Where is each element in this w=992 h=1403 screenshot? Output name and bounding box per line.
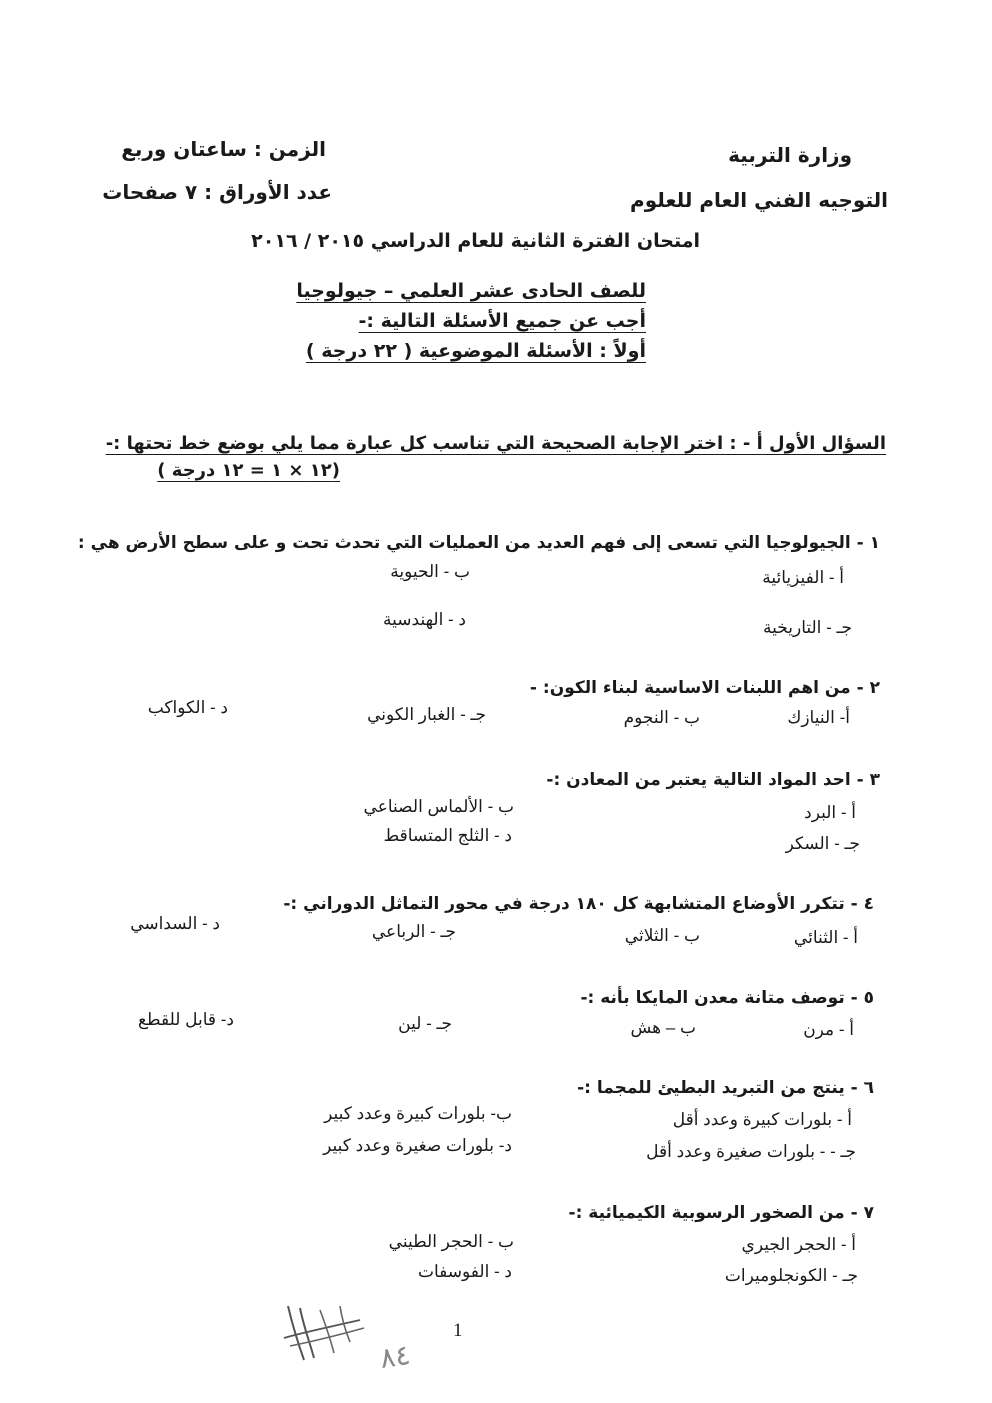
option-a[interactable]: أ - الثنائي xyxy=(793,928,858,947)
question-heading: السؤال الأول أ - : اختر الإجابة الصحيحة التي تناسب كل عبارة مما يلي بوضع خط تحتها :- xyxy=(105,433,886,454)
option-b[interactable]: ب – هش xyxy=(630,1018,696,1037)
option-d[interactable]: د- قابل للقطع xyxy=(138,1010,234,1029)
question-stem: ١ - الجيولوجيا التي تسعى إلى فهم العديد من العمليات التي تحدث تحت و على سطح الأرض هي : xyxy=(77,533,880,553)
option-c[interactable]: جـ - الغبار الكوني xyxy=(367,705,486,724)
option-b[interactable]: ب - الحيوية xyxy=(390,562,470,581)
question-stem: ٢ - من اهم اللبنات الاساسية لبناء الكون: - xyxy=(529,678,880,698)
option-b[interactable]: ب - الثلاثي xyxy=(624,926,700,945)
option-b[interactable]: ب- بلورات كبيرة وعدد كبير xyxy=(324,1104,512,1123)
option-a[interactable]: أ - الفيزيائية xyxy=(762,568,844,587)
exam-duration: الزمن : ساعتان وربع xyxy=(121,137,326,161)
option-a[interactable]: أ - الحجر الجيري xyxy=(741,1235,856,1254)
option-d[interactable]: د - الثلج المتساقط xyxy=(383,826,512,845)
option-d[interactable]: د - الهندسية xyxy=(383,610,466,629)
option-c[interactable]: جـ - لين xyxy=(398,1014,452,1033)
option-d[interactable]: د - السداسي xyxy=(130,914,220,933)
option-a[interactable]: أ - البرد xyxy=(804,803,856,822)
exam-title: امتحان الفترة الثانية للعام الدراسي ٢٠١٥ / ٢٠١٦ xyxy=(251,230,700,252)
option-b[interactable]: ب - النجوم xyxy=(623,708,700,727)
section-heading: أولاً : الأسئلة الموضوعية ( ٢٢ درجة ) xyxy=(305,340,646,362)
option-c[interactable]: جـ - الرباعي xyxy=(371,922,456,941)
question-stem: ٣ - احد المواد التالية يعتبر من المعادن :- xyxy=(546,770,880,790)
option-b[interactable]: ب - الحجر الطيني xyxy=(388,1232,514,1251)
option-a[interactable]: أ - مرن xyxy=(803,1020,854,1039)
handwritten-mark: ٨٤ xyxy=(377,1338,413,1375)
option-c[interactable]: جـ - التاريخية xyxy=(763,618,852,637)
option-c[interactable]: جـ - الكونجلوميرات xyxy=(724,1266,858,1285)
page-number: 1 xyxy=(453,1320,463,1341)
department-name: التوجيه الفني العام للعلوم xyxy=(630,188,888,212)
answer-instruction: أجب عن جميع الأسئلة التالية :- xyxy=(358,310,646,332)
question-marks: (١٢ × ١ = ١٢ درجة ) xyxy=(157,460,340,481)
option-a[interactable]: أ - بلورات كبيرة وعدد أقل xyxy=(672,1110,852,1129)
grade-subject: للصف الحادى عشر العلمي – جيولوجيا xyxy=(296,280,646,302)
pages-count: عدد الأوراق : ٧ صفحات xyxy=(102,180,332,204)
ministry-name: وزارة التربية xyxy=(728,143,852,167)
option-b[interactable]: ب - الألماس الصناعي xyxy=(363,797,514,816)
option-c[interactable]: جـ - - بلورات صغيرة وعدد أقل xyxy=(646,1142,856,1161)
option-c[interactable]: جـ - السكر xyxy=(785,834,860,853)
option-d[interactable]: د- بلورات صغيرة وعدد كبير xyxy=(323,1136,512,1155)
option-a[interactable]: أ- النيازك xyxy=(787,708,850,727)
signature-icon xyxy=(280,1298,370,1368)
question-stem: ٤ - تتكرر الأوضاع المتشابهة كل ١٨٠ درجة في محور التماثل الدوراني :- xyxy=(283,894,874,914)
question-stem: ٦ - ينتج من التبريد البطيئ للمجما :- xyxy=(577,1078,874,1098)
option-d[interactable]: د - الفوسفات xyxy=(418,1262,512,1281)
question-stem: ٧ - من الصخور الرسوبية الكيميائية :- xyxy=(568,1203,874,1223)
question-stem: ٥ - توصف متانة معدن المايكا بأنه :- xyxy=(580,988,874,1008)
option-d[interactable]: د - الكواكب xyxy=(147,698,228,717)
